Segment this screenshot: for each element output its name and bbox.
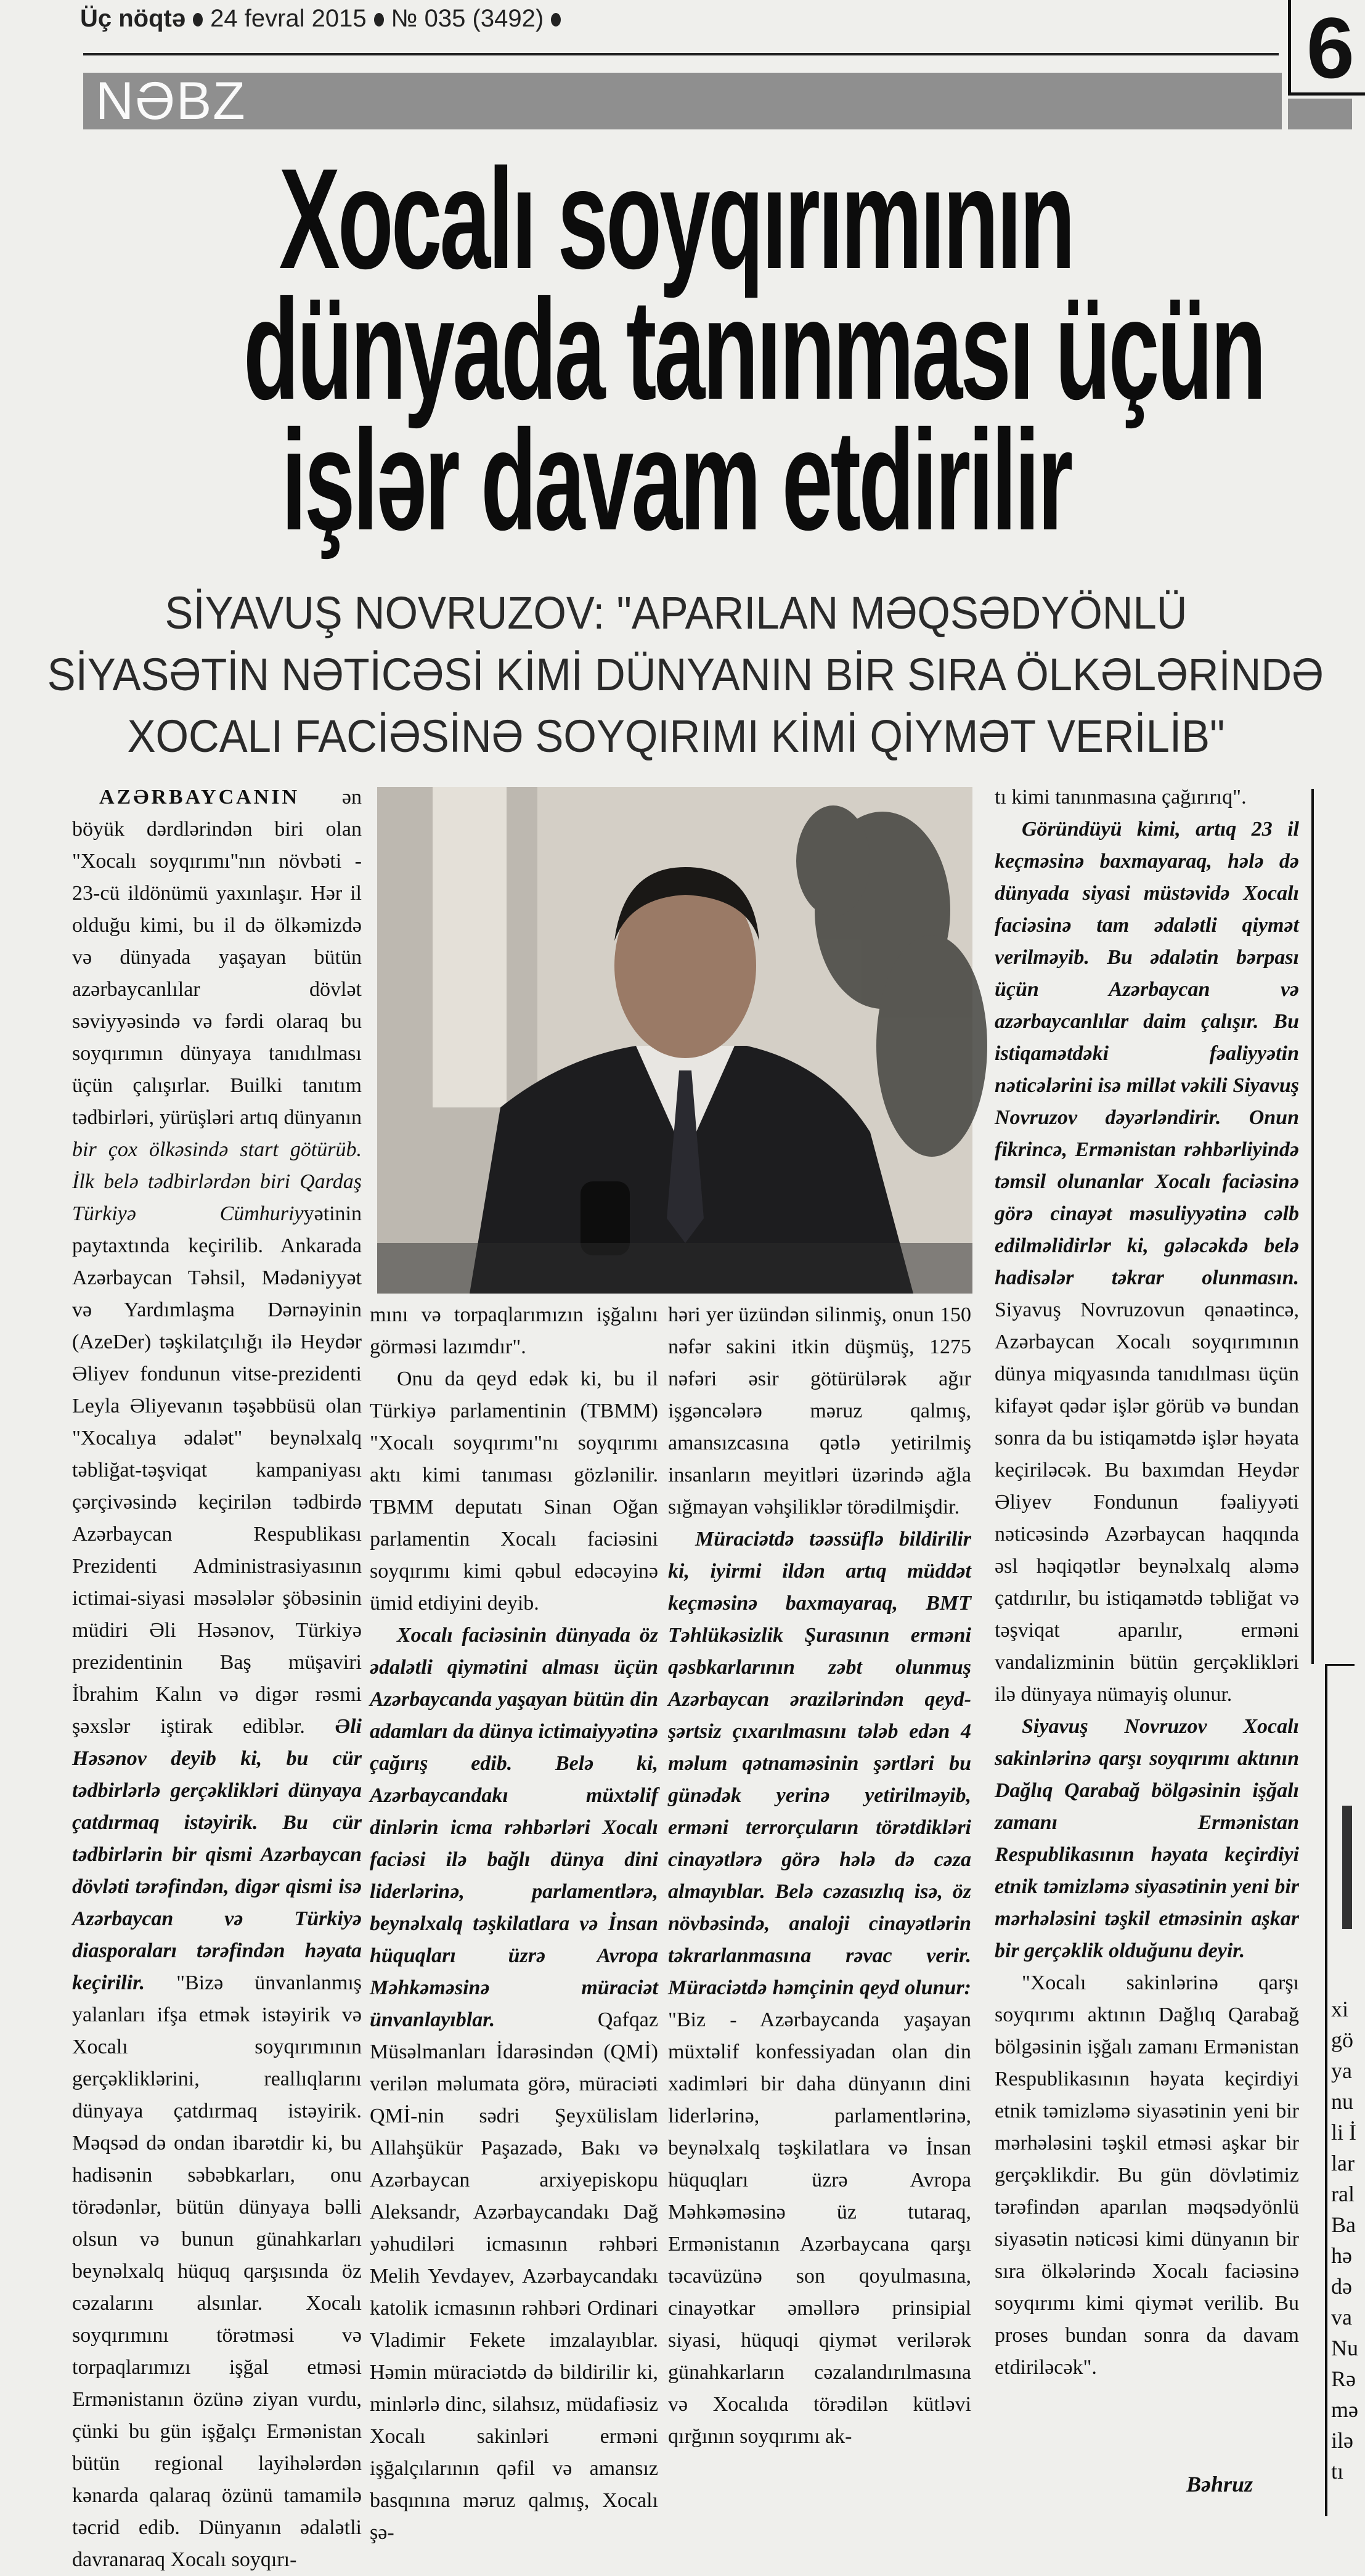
bullet-icon [193,13,203,26]
bullet-icon [374,13,384,26]
article-column-2 [370,1299,658,2549]
article-column-4 [995,781,1299,2384]
text-run: Müraciətdə təəssüflə bildirilir ki, iyirmi ildən artıq müddət keçməsinə baxmayaraq, BMT Təhlükəsizlik Şurasının erməni qəsbkarlarının zəbt olunmuş Azərbaycan ərazilərindən qeyd-şərtsiz çıxarılmasını tələb edən 4 məlum qətnaməsinin şərtləri bu günədək yerinə yetirilməyib, erməni terrorçuların törətdikləri cinayətlərə görə hələ də cəza almayıblar. Belə cəzasızlıq isə, öz növbəsində, analoji cinayətlərin təkrarlanmasına rəvac verir. Müraciətdə həmçinin qeyd olunur: [668,1528,971,1999]
text-run: "Biz - Azərbaycanda yaşayan müxtəlif konfessiyadan olan din xadimləri bir daha dünyanın dini liderlərinə, parlamentlərinə, beynəlxalq təşkilatlara və İnsan hüquqları üzrə Avropa Məhkəməsinə üz tutaraq, Ermənistanın Azərbaycana qarşı təcavüzünə son qoyulmasına, cinayətkar əməllərə prinsipial siyasi, hüquqi qiymət verilərək günahkarların cəzalandırılmasına və Xocalıda törədilən kütləvi qırğının soyqırımı ak- [668,2008,971,2448]
text-run: yətinin paytaxtında keçirilib. Ankarada Azərbaycan Təhsil, Mədəniyyət və Yardımlaşma Dərnəyinin (AzeDer) təşkilatçılığı ilə Heydər Əliyev fondunun vitse-prezidenti Leyla Əliyevanın təşəbbüsü olan "Xocalıya ədalət" beynəlxalq təbliğat-təşviqat kampaniyası çərçivəsində keçirilən tədbirdə Azərbaycan Respublikası Prezidenti Administrasiyasının ictimai-siyasi məsələlər şöbəsinin müdiri Əli Həsənov, Türkiyə prezidentinin Baş müşaviri İbrahim Kalın və digər rəsmi şəxslər iştirak ediblər. [72,1202,362,1738]
text-run: mını və torpaqlarımızın işğalını görməsi lazımdır". [370,1303,658,1358]
author-byline: Bəhruz [1186,2472,1253,2497]
text-fragment: tı [1331,2459,1344,2484]
text-fragment: nu [1331,2089,1353,2114]
subheadline-line: SİYASƏTİN NƏTİCƏSİ KİMİ DÜNYANIN BİR SIRA ÖLKƏLƏRİNDƏ [47,649,1324,700]
section-band [83,73,1282,129]
adjacent-photo [1342,1806,1352,1929]
bullet-icon [551,13,561,26]
text-fragment: xi [1331,1997,1349,2021]
paragraph [72,781,362,2576]
adjacent-article-text [1331,1994,1358,2487]
publication-name: Üç nöqtə [80,5,186,32]
text-run: Siyavuş Novruzov Xocalı sakinlərinə qarşı soyqırımı aktının Dağlıq Qarabağ bölgəsinin işğalı zamanı Ermənistan Respublikasının həyata keçirdiyi etnik təmizləmə siyasətinin yeni bir mərhələsini təşkil etməsinin aşkar bir gerçəklik olduğunu deyir. [995,1715,1299,1962]
text-run: tı kimi tanınmasına çağırırıq". [995,786,1247,809]
text-fragment: mə [1331,2397,1358,2422]
paragraph [370,1363,658,1620]
portrait-image [377,787,972,1294]
text-run: "Bizə ünvanlanmış yalanları ifşa etmək istəyirik və Xocalı soyqırımının gerçəkliklərini, reallıqlarını dünyaya çatdırmaq istəyirik. Məqsəd də ondan ibarətdir ki, bu hadisənin səbəbkarları, onu törədənlər, bütün dünyaya bəlli olsun və bunun günahkarları beynəlxalq hüquq qarşısında öz cəzalarını alsınlar. Xocalı soyqırımını törətməsi və torpaqlarımızı işğal etməsi Ermənistanın özünə ziyan vurdu, çünki bu gün işğalçı Ermənistan bütün regional layihələrdən kənarda qalaraq özünü tamamilə təcrid edib. Dünyanın ədalətli davranaraq Xocalı soyqırı- [72,1971,362,2571]
text-run: bir çox ölkəsində start götürüb. İlk belə tədbirlərdən biri Qardaş Türkiyə Cümhuriy [72,1138,362,1225]
text-run: Əli Həsənov deyib ki, bu cür tədbirlərlə gerçəklikləri dünyaya çatdırmaq istəyirik. Bu cür tədbirlərin bir qismi Azərbaycan dövləti tərəfindən, digər qismi isə Azərbaycan və Türkiyə diasporaları tərəfindən həyata keçirilir. [72,1715,362,1994]
paragraph [668,1299,971,1523]
text-run: Xocalı faciəsinin dünyada öz ədalətli qiymətini alması üçün Azərbaycanda yaşayan bütün din adamları da dünya ictimaiyyətinə çağırış edib. Belə ki, Azərbaycandakı müxtəlif dinlərin icma rəhbərləri Xocalı faciəsi ilə bağlı dünya dini liderlərinə, parlamentlərə, beynəlxalq təşkilatlara və İnsan hüquqları üzrə Avropa Məhkəməsinə müraciət ünvanlayıblar. [370,1624,658,2031]
text-fragment: Rə [1331,2366,1356,2391]
text-run: AZƏRBAYCANIN [99,786,300,809]
text-fragment: lar [1331,2151,1355,2175]
paragraph [995,781,1299,813]
headline-line: Xocalı soyqırımının [279,139,1074,299]
text-fragment: va [1331,2305,1352,2329]
headline-line: işlər davam etdirilir [281,401,1071,560]
section-band-end [1288,99,1352,129]
text-fragment: ral [1331,2182,1355,2206]
subheadline [0,582,1352,767]
paragraph [995,813,1299,1711]
text-fragment: də [1331,2274,1352,2299]
issue-date: 24 fevral 2015 [210,5,367,32]
headline-line: dünyada tanınması üçün [243,270,1265,430]
text-run: Onu da qeyd edək ki, bu il Türkiyə parlamentinin (TBMM) "Xocalı soyqırımı"nı soyqırımı aktı kimi tanıması gözlənilir. TBMM deputatı Sinan Oğan parlamentin Xocalı faciəsini soyqırımı kimi qəbul edəcəyinə ümid etdiyini deyib. [370,1367,658,1615]
headline [0,139,1352,560]
article-photo [377,787,972,1294]
paragraph [370,1620,658,2549]
article-column-3 [668,1299,971,2453]
text-fragment: hə [1331,2243,1352,2268]
text-fragment: ilə [1331,2428,1353,2453]
paragraph [995,1967,1299,2384]
column-divider [1311,789,1314,1664]
text-run: Qafqaz Müsəlmanları İdarəsindən (QMİ) verilən məlumata görə, müraciəti QMİ-nin sədri Şeyxülislam Allahşükür Paşazadə, Bakı və Azərbaycan arxiyepiskopu Aleksandr, Azərbaycandakı Dağ yəhudiləri icmasının rəhbəri Melih Yevdayev, Azərbaycandakı katolik icmasının rəhbəri Ordinari Vladimir Fekete imzalayıblar. Həmin müraciətdə də bildirilir ki, minlərlə dinc, silahsız, müdafiəsiz Xocalı sakinləri erməni işğalçılarının qəfil və amansız basqınına məruz qalmış, Xocalı şə- [370,2008,658,2544]
subheadline-line: XOCALI FACİƏSİNƏ SOYQIRIMI KİMİ QİYMƏT VERİLİB" [127,711,1225,762]
paragraph [370,1299,658,1363]
page-number: 6 [1306,0,1355,96]
paragraph [995,1711,1299,1967]
text-fragment: li İ [1331,2120,1356,2145]
paragraph [668,1523,971,2453]
text-fragment: gö [1331,2028,1353,2052]
text-fragment: Ba [1331,2212,1356,2237]
text-run: ən böyük dərdlərindən biri olan "Xocalı soyqırımı"nın növbəti - 23-cü ildönümü yaxınlaşır. Hər il olduğu kimi, bu il də ölkəmizdə və dünyada yaşayan bütün azərbaycanlılar dövlət səviyyəsində və fərdi olaraq bu soyqırımın dünyaya tanıdılması üçün çalışırlar. Builki tanıtım tədbirləri, yürüşləri artıq dünyanın [72,786,362,1129]
section-label: NƏBZ [96,71,247,131]
article-column-1 [72,781,362,2576]
text-fragment: ya [1331,2058,1352,2083]
issue-number: № 035 (3492) [391,5,544,32]
text-run: Siyavuş Novruzovun qənaətincə, Azərbaycan Xocalı soyqırımının dünya miqyasında tanıdılması üçün kifayət qədər işlər görüb və bundan sonra da bu istiqamətdə işlər həyata keçiriləcək. Bu baxımdan Heydər Əliyev Fondunun fəaliyyəti nəticəsində Azərbaycan haqqında əsl həqiqətlər beynəlxalq aləmə çatdırılır, bu istiqamətdə təbliğat və təşviqat aparılır, erməni vandalizminin bütün gerçəklikləri ilə dünyaya nümayiş olunur. [995,1298,1299,1706]
header-rule [83,53,1279,55]
text-run: "Xocalı sakinlərinə qarşı soyqırımı aktının Dağlıq Qarabağ bölgəsinin işğalı zamanı Ermənistan Respublikasının həyata keçirdiyi etnik təmizləmə siyasətinin yeni bir mərhələsini təşkil etməsi aşkar bir gerçəklikdir. Bu gün dövlətimiz tərəfindən aparılan məqsədyönlü siyasətin nəticəsi kimi dünyanın bir sıra ölkələrində Xocalı faciəsinə soyqırımı kimi qiymət verilib. Bu proses bundan sonra da davam etdiriləcək". [995,1971,1299,2379]
text-fragment: Nu [1331,2336,1358,2360]
text-run: həri yer üzündən silinmiş, onun 150 nəfər sakini itkin düşmüş, 1275 nəfəri əsir götürülərək ağır işgəncələrə məruz qalmış, amansızcasına qətlə yetirilmiş insanların meyitləri üzərində ağla sığmayan vəhşiliklər törədilmişdir. [668,1303,971,1518]
subheadline-line: SİYAVUŞ NOVRUZOV: "APARILAN MƏQSƏDYÖNLÜ [165,587,1188,638]
text-run: Göründüyü kimi, artıq 23 il keçməsinə baxmayaraq, hələ də dünyada siyasi müstəvidə Xocalı faciəsinə tam ədalətli qiymət verilməyib. Bu ədalətin bərpası üçün Azərbaycan və azərbaycanlılar daim çalışır. Bu istiqamətdəki fəaliyyətin nəticələrini isə millət vəkili Siyavuş Novruzov dəyərləndirir. Onun fikrincə, Ermənistan rəhbərliyində təmsil olunanlar Xocalı faciəsinə görə cinayət məsuliyyətinə cəlb edilməlidirlər ki, gələcəkdə belə hadisələr təkrar olunmasın. [995,818,1299,1289]
masthead [80,5,568,33]
